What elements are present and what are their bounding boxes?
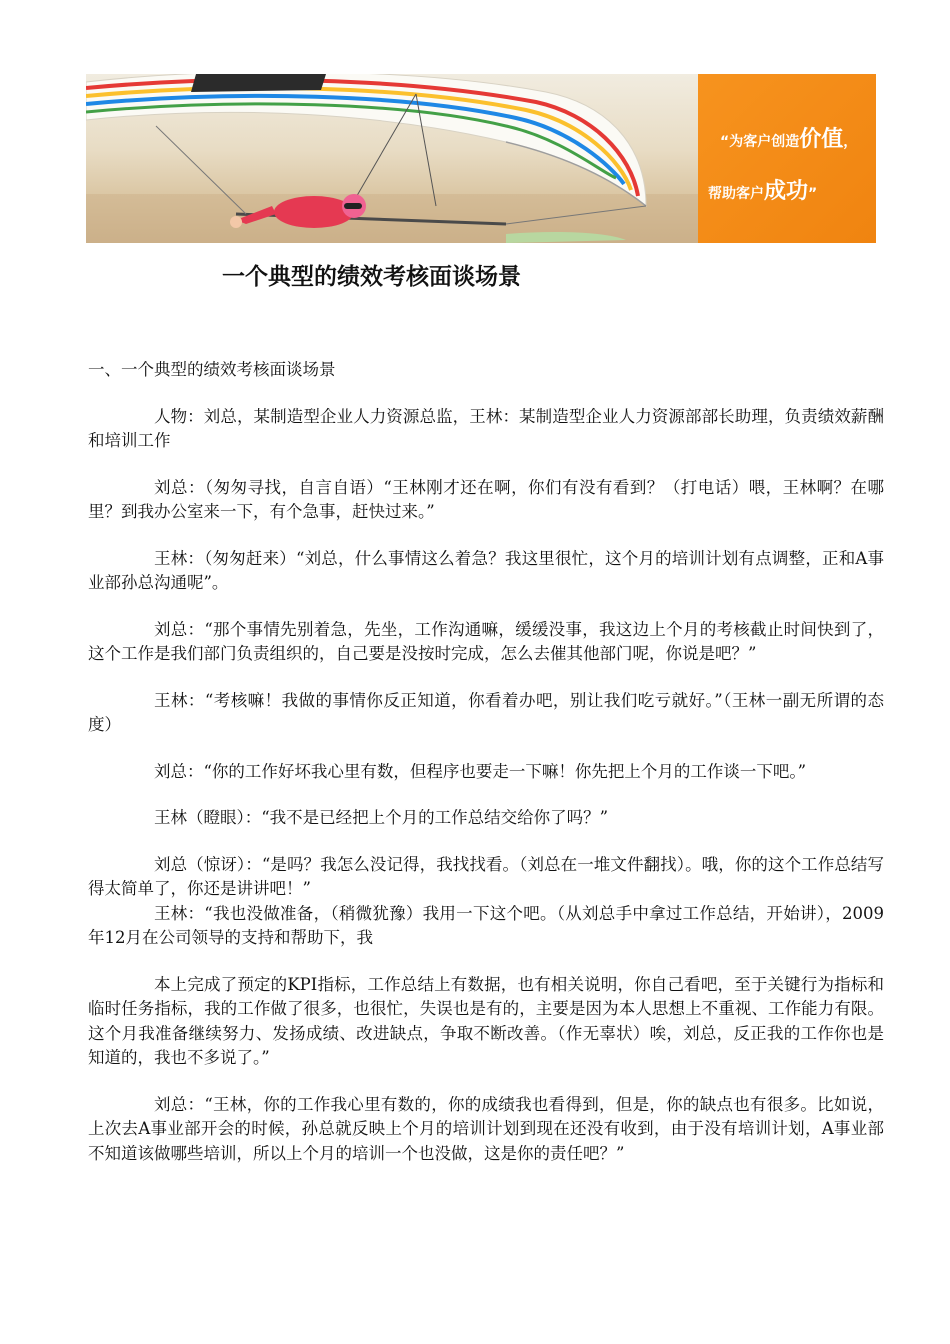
paragraph: 本上完成了预定的KPI指标，工作总结上有数据，也有相关说明，你自己看吧，至于关键行为指标和临时任务指标，我的工作做了很多，也很忙，失误也是有的，主要是因为本人思想上不重视、工作能力有限。这个月我准备继续努力、发扬成绩、改进缺点，争取不断改善。（作无辜状）唉，刘总，反正我的工作你也是知道的，我也不多说了。” — [88, 974, 884, 1067]
slogan-line-1-suffix: ， — [843, 134, 858, 150]
paragraph: 刘总：“那个事情先别着急，先坐，工作沟通嘛，缓缓没事，我这边上个月的考核截止时间快到了，这个工作是我们部门负责组织的，自己要是没按时完成，怎么去催其他部门呢，你说是吧？” — [88, 619, 884, 663]
paragraph: 王林：“考核嘛！我做的事情你反正知道，你看着办吧，别让我们吃亏就好。”（王林一副无所谓的态度） — [88, 690, 884, 734]
hang-glider-photo — [86, 74, 698, 243]
slogan-line-2 — [708, 174, 817, 205]
slogan-line-2-suffix: ” — [808, 186, 818, 202]
document-title: 一个典型的绩效考核面谈场景 — [222, 263, 521, 290]
paragraph: 刘总（惊讶）：“是吗？我怎么没记得，我找找看。（刘总在一堆文件翻找）。哦，你的这个工作总结写得太简单了，你还是讲讲吧！” — [88, 854, 884, 898]
paragraph: 刘总：（匆匆寻找，自言自语）“王林刚才还在啊，你们有没有看到？（打电话）喂，王林啊？在哪里？到我办公室来一下，有个急事，赶快过来。” — [88, 477, 884, 521]
document-body — [88, 358, 884, 1188]
slogan-line-2-prefix: 帮助客户 — [708, 186, 764, 202]
section-heading: 一、一个典型的绩效考核面谈场景 — [88, 360, 336, 379]
paragraph: 刘总：“你的工作好坏我心里有数，但程序也要走一下嘛！你先把上个月的工作谈一下吧。” — [154, 761, 807, 781]
slogan-line-1-prefix: “为客户创造 — [720, 134, 800, 150]
slogan-line-1-emphasis: 价值 — [799, 127, 844, 152]
paragraph: 人物：刘总，某制造型企业人力资源总监，王林：某制造型企业人力资源部部长助理，负责绩效薪酬和培训工作 — [88, 406, 884, 450]
paragraph: 王林：（匆匆赶来）“刘总，什么事情这么着急？我这里很忙，这个月的培训计划有点调整，正和A事业部孙总沟通呢”。 — [88, 548, 884, 592]
paragraph: 刘总：“王林，你的工作我心里有数的，你的成绩我也看得到，但是，你的缺点也有很多。比如说，上次去A事业部开会的时候，孙总就反映上个月的培训计划到现在还没有收到，由于没有培训计划，A事业部不知道该做哪些培训，所以上个月的培训一个也没做，这是你的责任吧？” — [88, 1094, 884, 1163]
paragraph: 王林：“我也没做准备，（稍微犹豫）我用一下这个吧。（从刘总手中拿过工作总结，开始讲），2009年12月在公司领导的支持和帮助下，我 — [88, 903, 884, 947]
hang-glider-illustration — [86, 74, 698, 243]
slogan-line-1 — [720, 122, 857, 153]
slogan-panel — [698, 74, 876, 243]
header-banner — [86, 74, 876, 243]
slogan-line-2-emphasis: 成功 — [764, 179, 809, 204]
paragraph: 王林（瞪眼）：“我不是已经把上个月的工作总结交给你了吗？” — [154, 808, 609, 827]
